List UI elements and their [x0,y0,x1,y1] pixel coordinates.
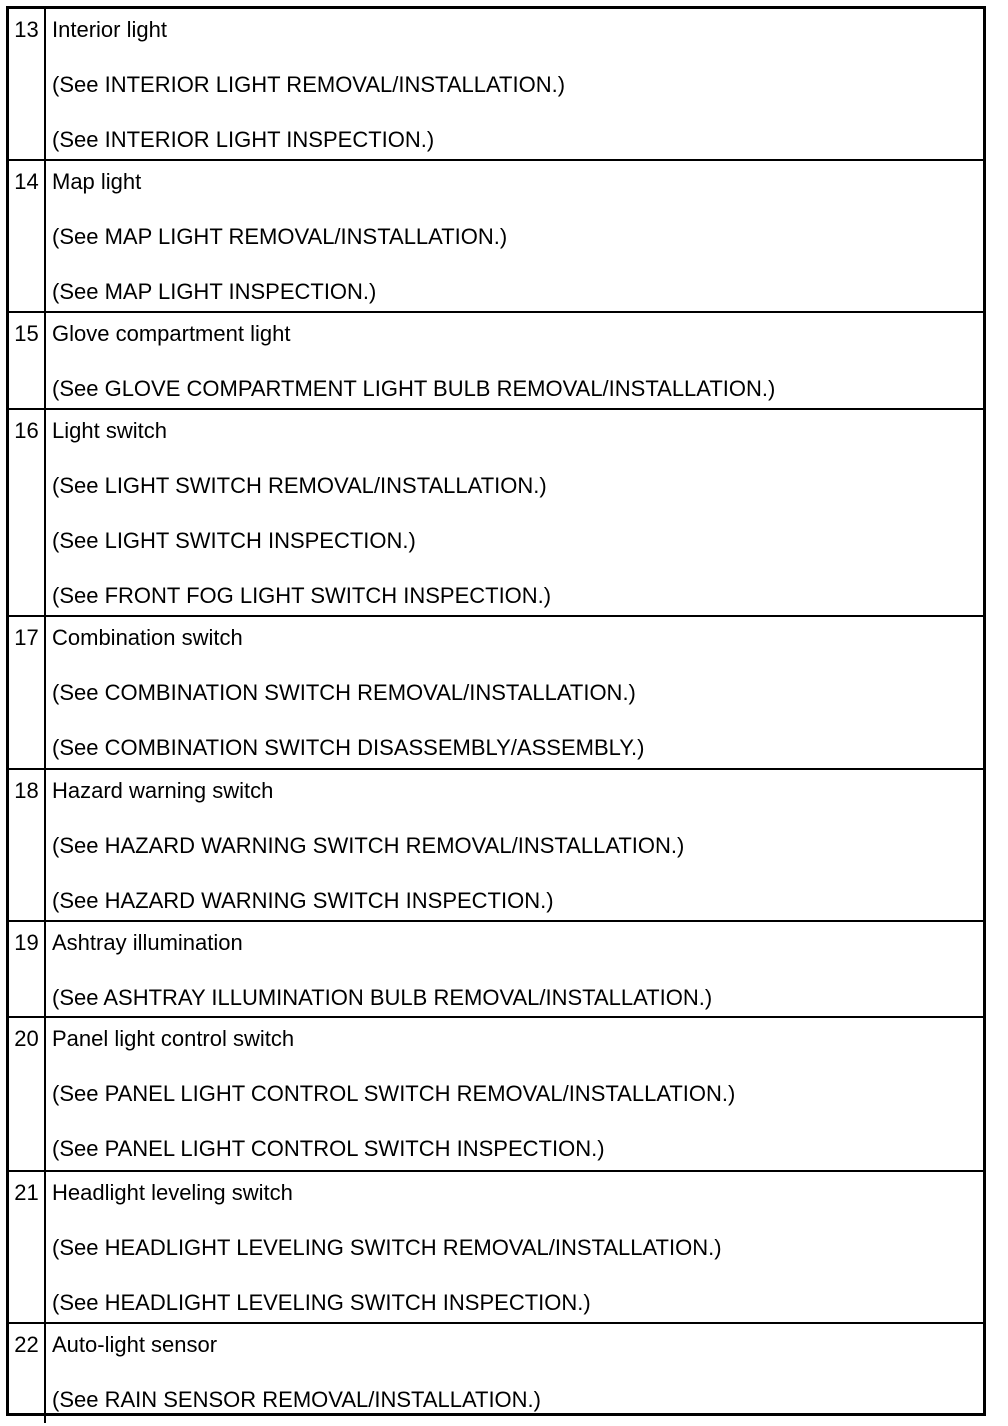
table-row [9,922,983,1018]
reference-link[interactable]: (See GLOVE COMPARTMENT LIGHT BULB REMOVAL/INSTALLATION.) [52,376,776,401]
item-number: 14 [9,161,46,311]
item-title: Map light [52,169,142,194]
item-title: Panel light control switch [52,1026,295,1051]
table-row [9,9,983,161]
table-row [9,1018,983,1172]
item-description [46,410,983,615]
item-number: 17 [9,617,46,768]
item-description [46,1172,983,1322]
item-description [46,161,983,311]
table-row [9,410,983,617]
item-description [46,1018,983,1170]
item-number: 18 [9,770,46,920]
table-row [9,161,983,313]
table-row [9,770,983,922]
reference-link[interactable]: (See PANEL LIGHT CONTROL SWITCH REMOVAL/INSTALLATION.) [52,1081,736,1106]
reference-link[interactable]: (See INTERIOR LIGHT REMOVAL/INSTALLATION.) [52,72,566,97]
parts-reference-table [6,6,986,1416]
reference-link[interactable]: (See HAZARD WARNING SWITCH REMOVAL/INSTALLATION.) [52,833,685,858]
reference-link[interactable]: (See LIGHT SWITCH REMOVAL/INSTALLATION.) [52,473,547,498]
item-description [46,313,983,408]
reference-link[interactable]: (See MAP LIGHT REMOVAL/INSTALLATION.) [52,224,508,249]
table-row [9,1324,983,1423]
reference-link[interactable]: (See ASHTRAY ILLUMINATION BULB REMOVAL/INSTALLATION.) [52,985,713,1010]
item-description [46,770,983,920]
item-number: 15 [9,313,46,408]
reference-link[interactable]: (See FRONT FOG LIGHT SWITCH INSPECTION.) [52,583,552,608]
table-row [9,1172,983,1324]
reference-link[interactable]: (See MAP LIGHT INSPECTION.) [52,279,377,304]
item-description [46,922,983,1016]
reference-link[interactable]: (See PANEL LIGHT CONTROL SWITCH INSPECTION.) [52,1136,605,1161]
table-row [9,313,983,410]
item-description [46,9,983,159]
reference-link[interactable]: (See LIGHT SWITCH INSPECTION.) [52,528,416,553]
item-title: Light switch [52,418,167,443]
item-title: Glove compartment light [52,321,291,346]
reference-link[interactable]: (See COMBINATION SWITCH REMOVAL/INSTALLATION.) [52,680,636,705]
item-description [46,617,983,768]
reference-link[interactable]: (See HAZARD WARNING SWITCH INSPECTION.) [52,888,554,913]
reference-link[interactable]: (See HEADLIGHT LEVELING SWITCH INSPECTION.) [52,1290,591,1315]
item-number: 19 [9,922,46,1016]
reference-link[interactable]: (See RAIN SENSOR REMOVAL/INSTALLATION.) [52,1387,541,1412]
reference-link[interactable]: (See COMBINATION SWITCH DISASSEMBLY/ASSEMBLY.) [52,735,645,760]
item-number: 21 [9,1172,46,1322]
item-title: Ashtray illumination [52,930,243,955]
reference-link[interactable]: (See HEADLIGHT LEVELING SWITCH REMOVAL/INSTALLATION.) [52,1235,722,1260]
table-row [9,617,983,770]
item-number: 22 [9,1324,46,1423]
item-number: 20 [9,1018,46,1170]
item-title: Hazard warning switch [52,778,274,803]
item-title: Interior light [52,17,167,42]
item-description [46,1324,983,1423]
item-title: Combination switch [52,625,243,650]
item-title: Auto-light sensor [52,1332,218,1357]
item-number: 13 [9,9,46,159]
item-number: 16 [9,410,46,615]
item-title: Headlight leveling switch [52,1180,293,1205]
reference-link[interactable]: (See INTERIOR LIGHT INSPECTION.) [52,127,435,152]
